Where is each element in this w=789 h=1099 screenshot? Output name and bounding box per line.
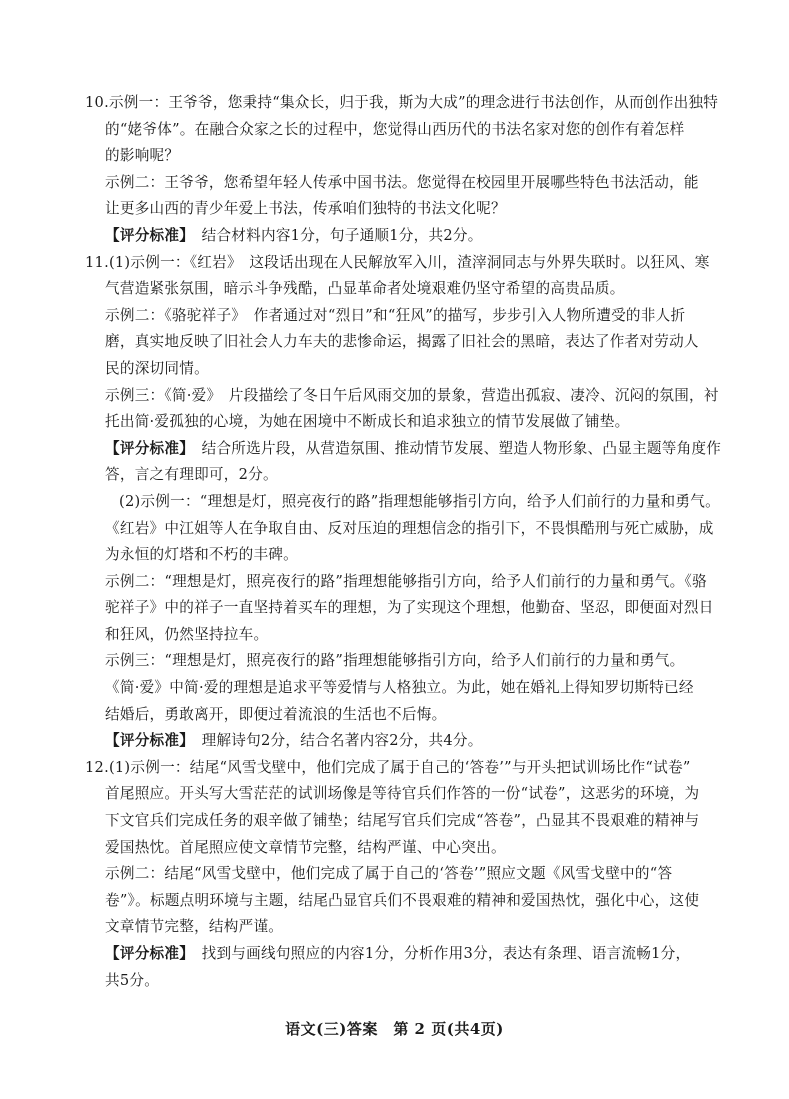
text-line: [85, 595, 729, 622]
text-line: [85, 409, 729, 436]
text-line: [85, 755, 729, 782]
line-text: 结合所选片段，从营造氛围、推动情节发展、塑造人物形象、凸显主题等角度作: [186, 439, 722, 457]
line-text: 卷”》。标题点明环境与主题，结尾凸显官兵们不畏艰难的精神和爱国热忱，强化中心，这使: [105, 891, 700, 909]
line-text: 磨，真实地反映了旧社会人力车夫的悲惨命运，揭露了旧社会的黑暗，表达了作者对劳动人: [105, 333, 699, 351]
line-text: 结婚后，勇敢离开，即便过着流浪的生活也不后悔。: [105, 705, 447, 723]
text-line: [85, 250, 729, 277]
line-text: 下文官兵们完成任务的艰辛做了铺垫；结尾写官兵们完成“答卷”，凸显其不畏艰难的精神与: [105, 812, 700, 830]
text-line: [85, 861, 729, 888]
scoring-label: 【评分标准】: [105, 439, 187, 457]
line-text: 12.(1)示例一：结尾“风雪戈壁中，他们完成了属于自己的‘答卷’”与开头把试训场比作“试卷”: [85, 758, 691, 776]
text-line: [85, 888, 729, 915]
line-text: 托出简·爱孤独的心境，为她在困境中不断成长和追求独立的情节发展做了铺垫。: [105, 413, 630, 431]
line-text: 结合材料内容1分，句子通顺1分，共2分。: [186, 226, 483, 244]
scoring-label: 【评分标准】: [105, 732, 187, 750]
line-text: 答，言之有理即可，2分。: [105, 466, 278, 484]
text-line: [85, 808, 729, 835]
text-line: [85, 516, 729, 543]
line-text: 的“姥爷体”。在融合众家之长的过程中，您觉得山西历代的书法名家对您的创作有着怎样: [105, 120, 685, 138]
text-line: [85, 329, 729, 356]
text-line: [85, 941, 729, 968]
text-line: [85, 436, 729, 463]
line-text: 为永恒的灯塔和不朽的丰碑。: [105, 546, 298, 564]
text-line: [85, 462, 729, 489]
text-line: [85, 489, 729, 516]
text-line: [85, 968, 729, 995]
answer-content: [85, 90, 729, 994]
line-text: 10.示例一：王爷爷，您秉持“集众长，归于我，斯为大成”的理念进行书法创作，从而创作出独特: [85, 94, 719, 111]
text-line: [85, 702, 729, 729]
line-text: 示例三：《简·爱》 片段描绘了冬日午后风雨交加的景象，营造出孤寂、凄冷、沉闷的氛围，衬: [105, 386, 719, 404]
text-line: [85, 170, 729, 197]
line-text: 找到与画线句照应的内容1分，分析作用3分，表达有条理、语言流畅1分，: [186, 945, 691, 962]
line-text: 示例二：王爷爷，您希望年轻人传承中国书法。您觉得在校园里开展哪些特色书法活动，能: [105, 173, 699, 191]
text-line: [85, 117, 729, 144]
text-line: [85, 781, 729, 808]
line-text: 共5分。: [105, 971, 160, 989]
text-line: [85, 835, 729, 862]
line-text: 示例三：“理想是灯，照亮夜行的路”指理想能够指引方向，给予人们前行的力量和勇气。: [105, 652, 685, 670]
text-line: [85, 196, 729, 223]
line-text: 让更多山西的青少年爱上书法，传承咱们独特的书法文化呢？: [105, 200, 506, 218]
scoring-label: 【评分标准】: [105, 945, 187, 962]
line-text: (2)示例一：“理想是灯，照亮夜行的路”指理想能够指引方向，给予人们前行的力量和勇气。: [119, 492, 720, 510]
text-line: [85, 569, 729, 596]
page-footer: 语文(三)答案 第 2 页(共4页): [285, 1020, 504, 1038]
text-line: [85, 143, 729, 170]
text-line: [85, 728, 729, 755]
text-line: [85, 622, 729, 649]
scoring-label: 【评分标准】: [105, 226, 187, 244]
text-line: [85, 675, 729, 702]
line-text: 的影响呢？: [105, 147, 180, 165]
line-text: 首尾照应。开头写大雪茫茫的试训场像是等待官兵们作答的一份“试卷”，这恶劣的环境，为: [105, 785, 700, 803]
text-line: [85, 542, 729, 569]
line-text: 《简·爱》中简·爱的理想是追求平等爱情与人格独立。为此，她在婚礼上得知罗切斯特已经: [105, 679, 694, 697]
text-line: [85, 383, 729, 410]
line-text: 示例二：结尾“风雪戈壁中，他们完成了属于自己的‘答卷’”照应文题《风雪戈壁中的“答: [105, 865, 673, 883]
text-line: [85, 648, 729, 675]
line-text: 11.(1)示例一：《红岩》 这段话出现在人民解放军入川，渣滓洞同志与外界失联时。以狂风、寒: [85, 253, 710, 271]
line-text: 气营造紧张氛围，暗示斗争残酷，凸显革命者处境艰难仍坚守希望的高贵品质。: [105, 280, 625, 298]
line-text: 驼祥子》中的祥子一直坚持着买车的理想，为了实现这个理想，他勤奋、坚忍，即便面对烈日: [105, 599, 714, 617]
line-text: 和狂风，仍然坚持拉车。: [105, 625, 269, 643]
line-text: 文章情节完整，结构严谨。: [105, 918, 284, 936]
line-text: 示例二：“理想是灯，照亮夜行的路”指理想能够指引方向，给予人们前行的力量和勇气。《骆: [105, 572, 707, 590]
line-text: 爱国热忱。首尾照应使文章情节完整，结构严谨、中心突出。: [105, 838, 506, 856]
text-line: [85, 303, 729, 330]
line-text: 示例二：《骆驼祥子》 作者通过对“烈日”和“狂风”的描写，步步引入人物所遭受的非人折: [105, 306, 686, 324]
line-text: 《红岩》中江姐等人在争取自由、反对压迫的理想信念的指引下，不畏惧酷刑与死亡威胁，成: [105, 519, 714, 537]
text-line: [85, 223, 729, 250]
text-line: [85, 356, 729, 383]
line-text: 理解诗句2分，结合名著内容2分，共4分。: [186, 732, 483, 750]
text-line: [85, 276, 729, 303]
text-line: [85, 914, 729, 941]
text-line: [85, 90, 729, 117]
line-text: 民的深切同情。: [105, 359, 209, 377]
